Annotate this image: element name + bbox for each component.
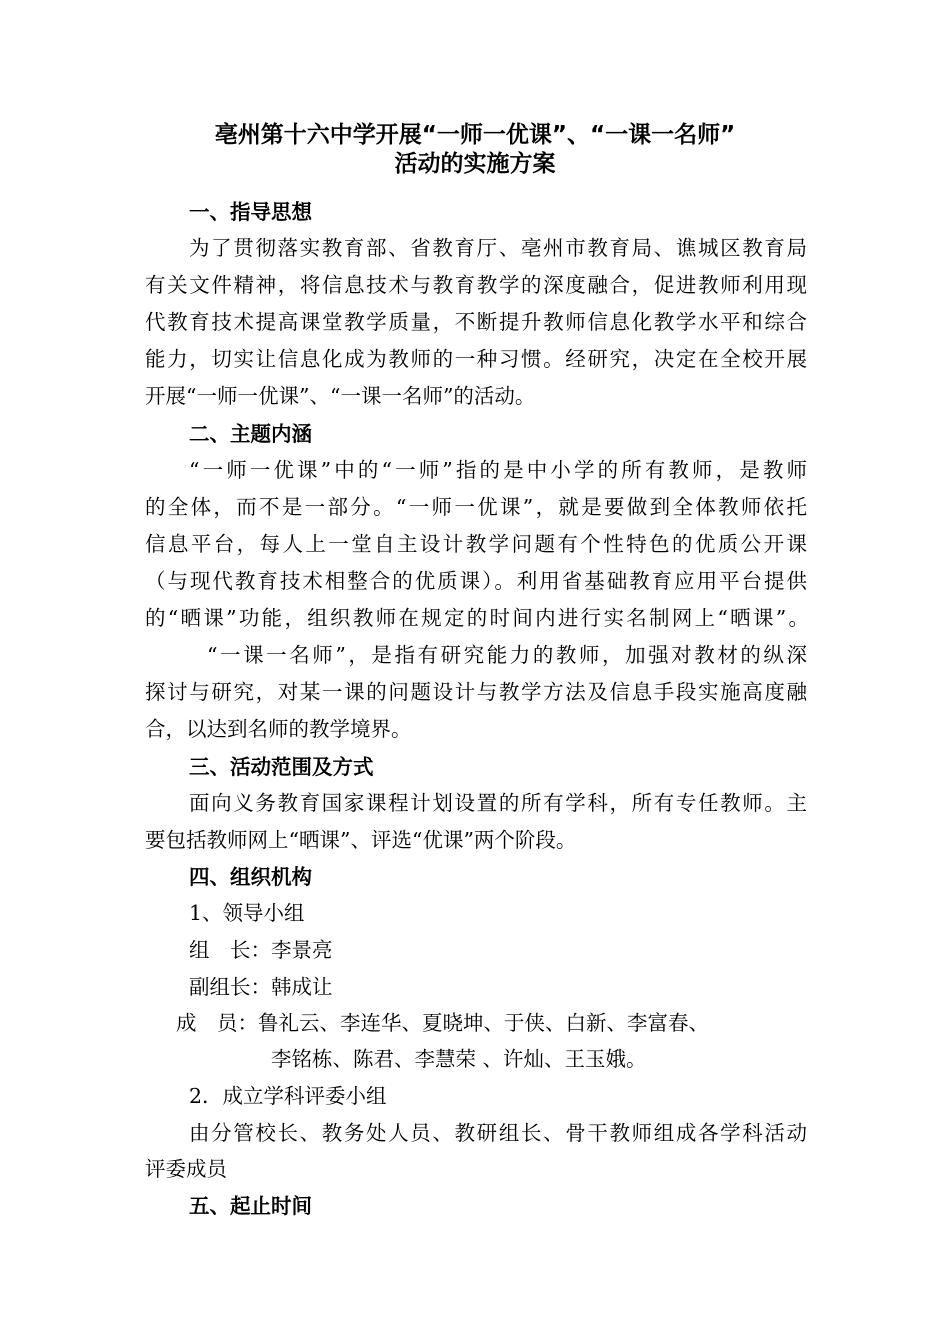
paragraph-line: “一课一名师”，是指有研究能力的教师，加强对教材的纵深 bbox=[207, 643, 807, 667]
section-heading-time-period: 五、起止时间 bbox=[189, 1194, 312, 1218]
paragraph-line: 为了贯彻落实教育部、省教育厅、亳州市教育局、谯城区教育局 bbox=[189, 236, 807, 260]
paragraph-line: 有关文件精神，将信息技术与教育教学的深度融合，促进教师利用现 bbox=[145, 273, 807, 297]
paragraph-line: 的“晒课”功能，组织教师在规定的时间内进行实名制网上“晒课”。 bbox=[145, 606, 809, 630]
paragraph-line: 信息平台，每人上一堂自主设计教学问题有个性特色的优质公开课 bbox=[145, 532, 807, 556]
paragraph-line: 合，以达到名师的教学境界。 bbox=[145, 717, 412, 741]
document-title-line-2: 活动的实施方案 bbox=[394, 151, 556, 177]
section-heading-organization: 四、组织机构 bbox=[189, 865, 312, 889]
list-item: 组 长：李景亮 bbox=[189, 938, 333, 962]
paragraph-line: （与现代教育技术相整合的优质课）。利用省基础教育应用平台提供 bbox=[145, 569, 807, 593]
paragraph-line: 评委成员 bbox=[145, 1157, 227, 1181]
paragraph-line: 面向义务教育国家课程计划设置的所有学科，所有专任教师。主 bbox=[189, 791, 807, 815]
paragraph-line: 的全体，而不是一部分。“一师一优课”，就是要做到全体教师依托 bbox=[145, 495, 807, 519]
paragraph-line: “一师一优课”中的“一师”指的是中小学的所有教师，是教师 bbox=[189, 458, 807, 482]
section-heading-theme-connotation: 二、主题内涵 bbox=[189, 422, 312, 446]
section-heading-scope-and-method: 三、活动范围及方式 bbox=[189, 755, 374, 779]
list-item: 2．成立学科评委小组 bbox=[189, 1084, 387, 1108]
paragraph-line: 要包括教师网上“晒课”、评选“优课”两个阶段。 bbox=[145, 828, 577, 852]
paragraph-line: 开展“一师一优课”、“一课一名师”的活动。 bbox=[145, 384, 536, 408]
paragraph-line: 探讨与研究，对某一课的问题设计与教学方法及信息手段实施高度融 bbox=[145, 680, 807, 704]
paragraph-line: 代教育技术提高课堂教学质量，不断提升教师信息化教学水平和综合 bbox=[145, 310, 807, 334]
list-item: 李铭栋、陈君、李慧荣 、许灿、王玉娥。 bbox=[271, 1047, 647, 1071]
list-item: 副组长：韩成让 bbox=[189, 975, 333, 999]
document-title-line-1: 亳州第十六中学开展“一师一优课”、“一课一名师” bbox=[214, 122, 736, 148]
list-item: 1、领导小组 bbox=[189, 901, 305, 925]
paragraph-line: 能力，切实让信息化成为教师的一种习惯。经研究，决定在全校开展 bbox=[145, 347, 807, 371]
section-heading-guiding-ideology: 一、指导思想 bbox=[189, 200, 312, 224]
list-item: 成 员：鲁礼云、李连华、夏晓坤、于侠、白新、李富春、 bbox=[176, 1011, 709, 1035]
paragraph-line: 由分管校长、教务处人员、教研组长、骨干教师组成各学科活动 bbox=[189, 1121, 807, 1145]
